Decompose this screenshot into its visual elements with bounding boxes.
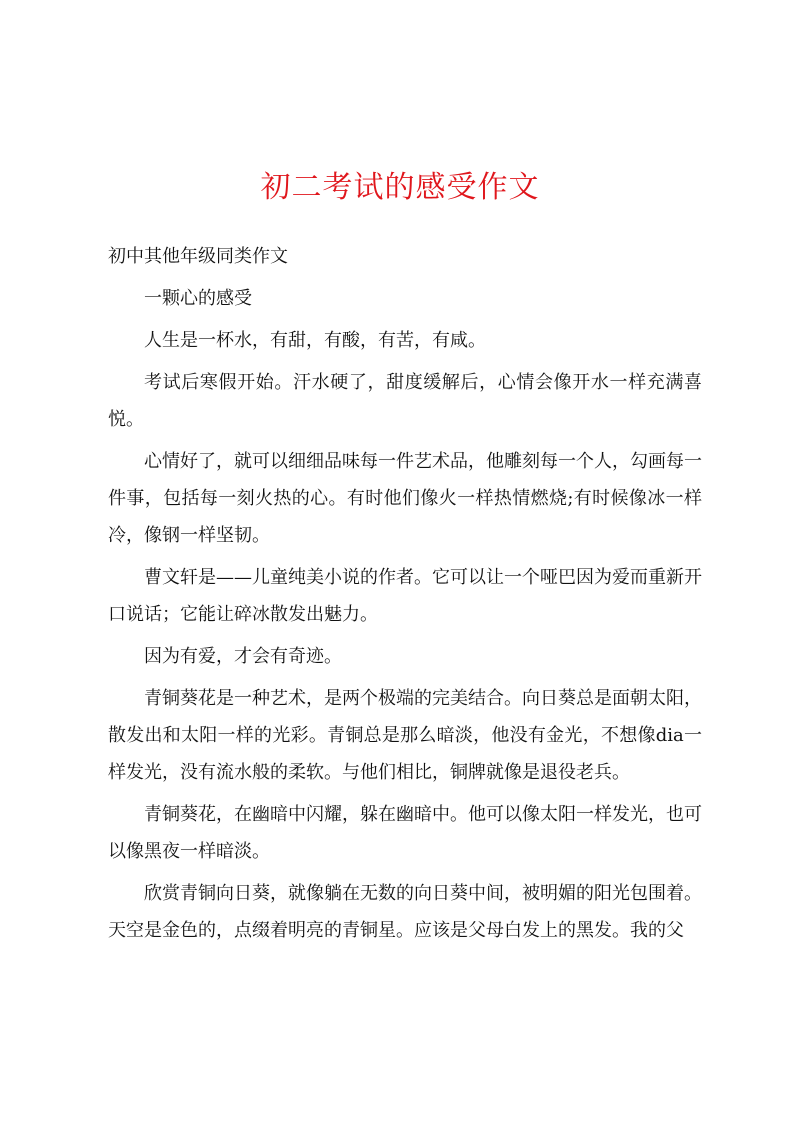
paragraph: 青铜葵花，在幽暗中闪耀，躲在幽暗中。他可以像太阳一样发光，也可以像黑夜一样暗淡。 xyxy=(108,804,702,862)
paragraph: 因为有爱，才会有奇迹。 xyxy=(144,646,342,667)
document-subtitle: 初中其他年级同类作文 xyxy=(108,246,288,267)
paragraph: 考试后寒假开始。汗水硬了，甜度缓解后，心情会像开水一样充满喜悦。 xyxy=(108,372,702,430)
document-body xyxy=(108,238,702,954)
paragraph: 一颗心的感受 xyxy=(144,288,252,309)
paragraph: 曹文轩是——儿童纯美小说的作者。它可以让一个哑巴因为爱而重新开口说话；它能让碎冰散发出魅力。 xyxy=(108,567,702,625)
paragraph: 人生是一杯水，有甜，有酸，有苦，有咸。 xyxy=(144,330,486,351)
paragraph: 青铜葵花是一种艺术，是两个极端的完美结合。向日葵总是面朝太阳，散发出和太阳一样的光彩。青铜总是那么暗淡，他没有金光，不想像dia一样发光，没有流水般的柔软。与他们相比，铜牌就像是退役老兵。 xyxy=(108,688,702,783)
paragraph: 欣赏青铜向日葵，就像躺在无数的向日葵中间，被明媚的阳光包围着。天空是金色的，点缀着明亮的青铜星。应该是父母白发上的黑发。我的父 xyxy=(108,883,702,941)
document-title: 初二考试的感受作文 xyxy=(260,170,540,205)
paragraph: 心情好了，就可以细细品味每一件艺术品，他雕刻每一个人，勾画每一件事，包括每一刻火热的心。有时他们像火一样热情燃烧;有时候像冰一样冷，像钢一样坚韧。 xyxy=(108,451,702,546)
